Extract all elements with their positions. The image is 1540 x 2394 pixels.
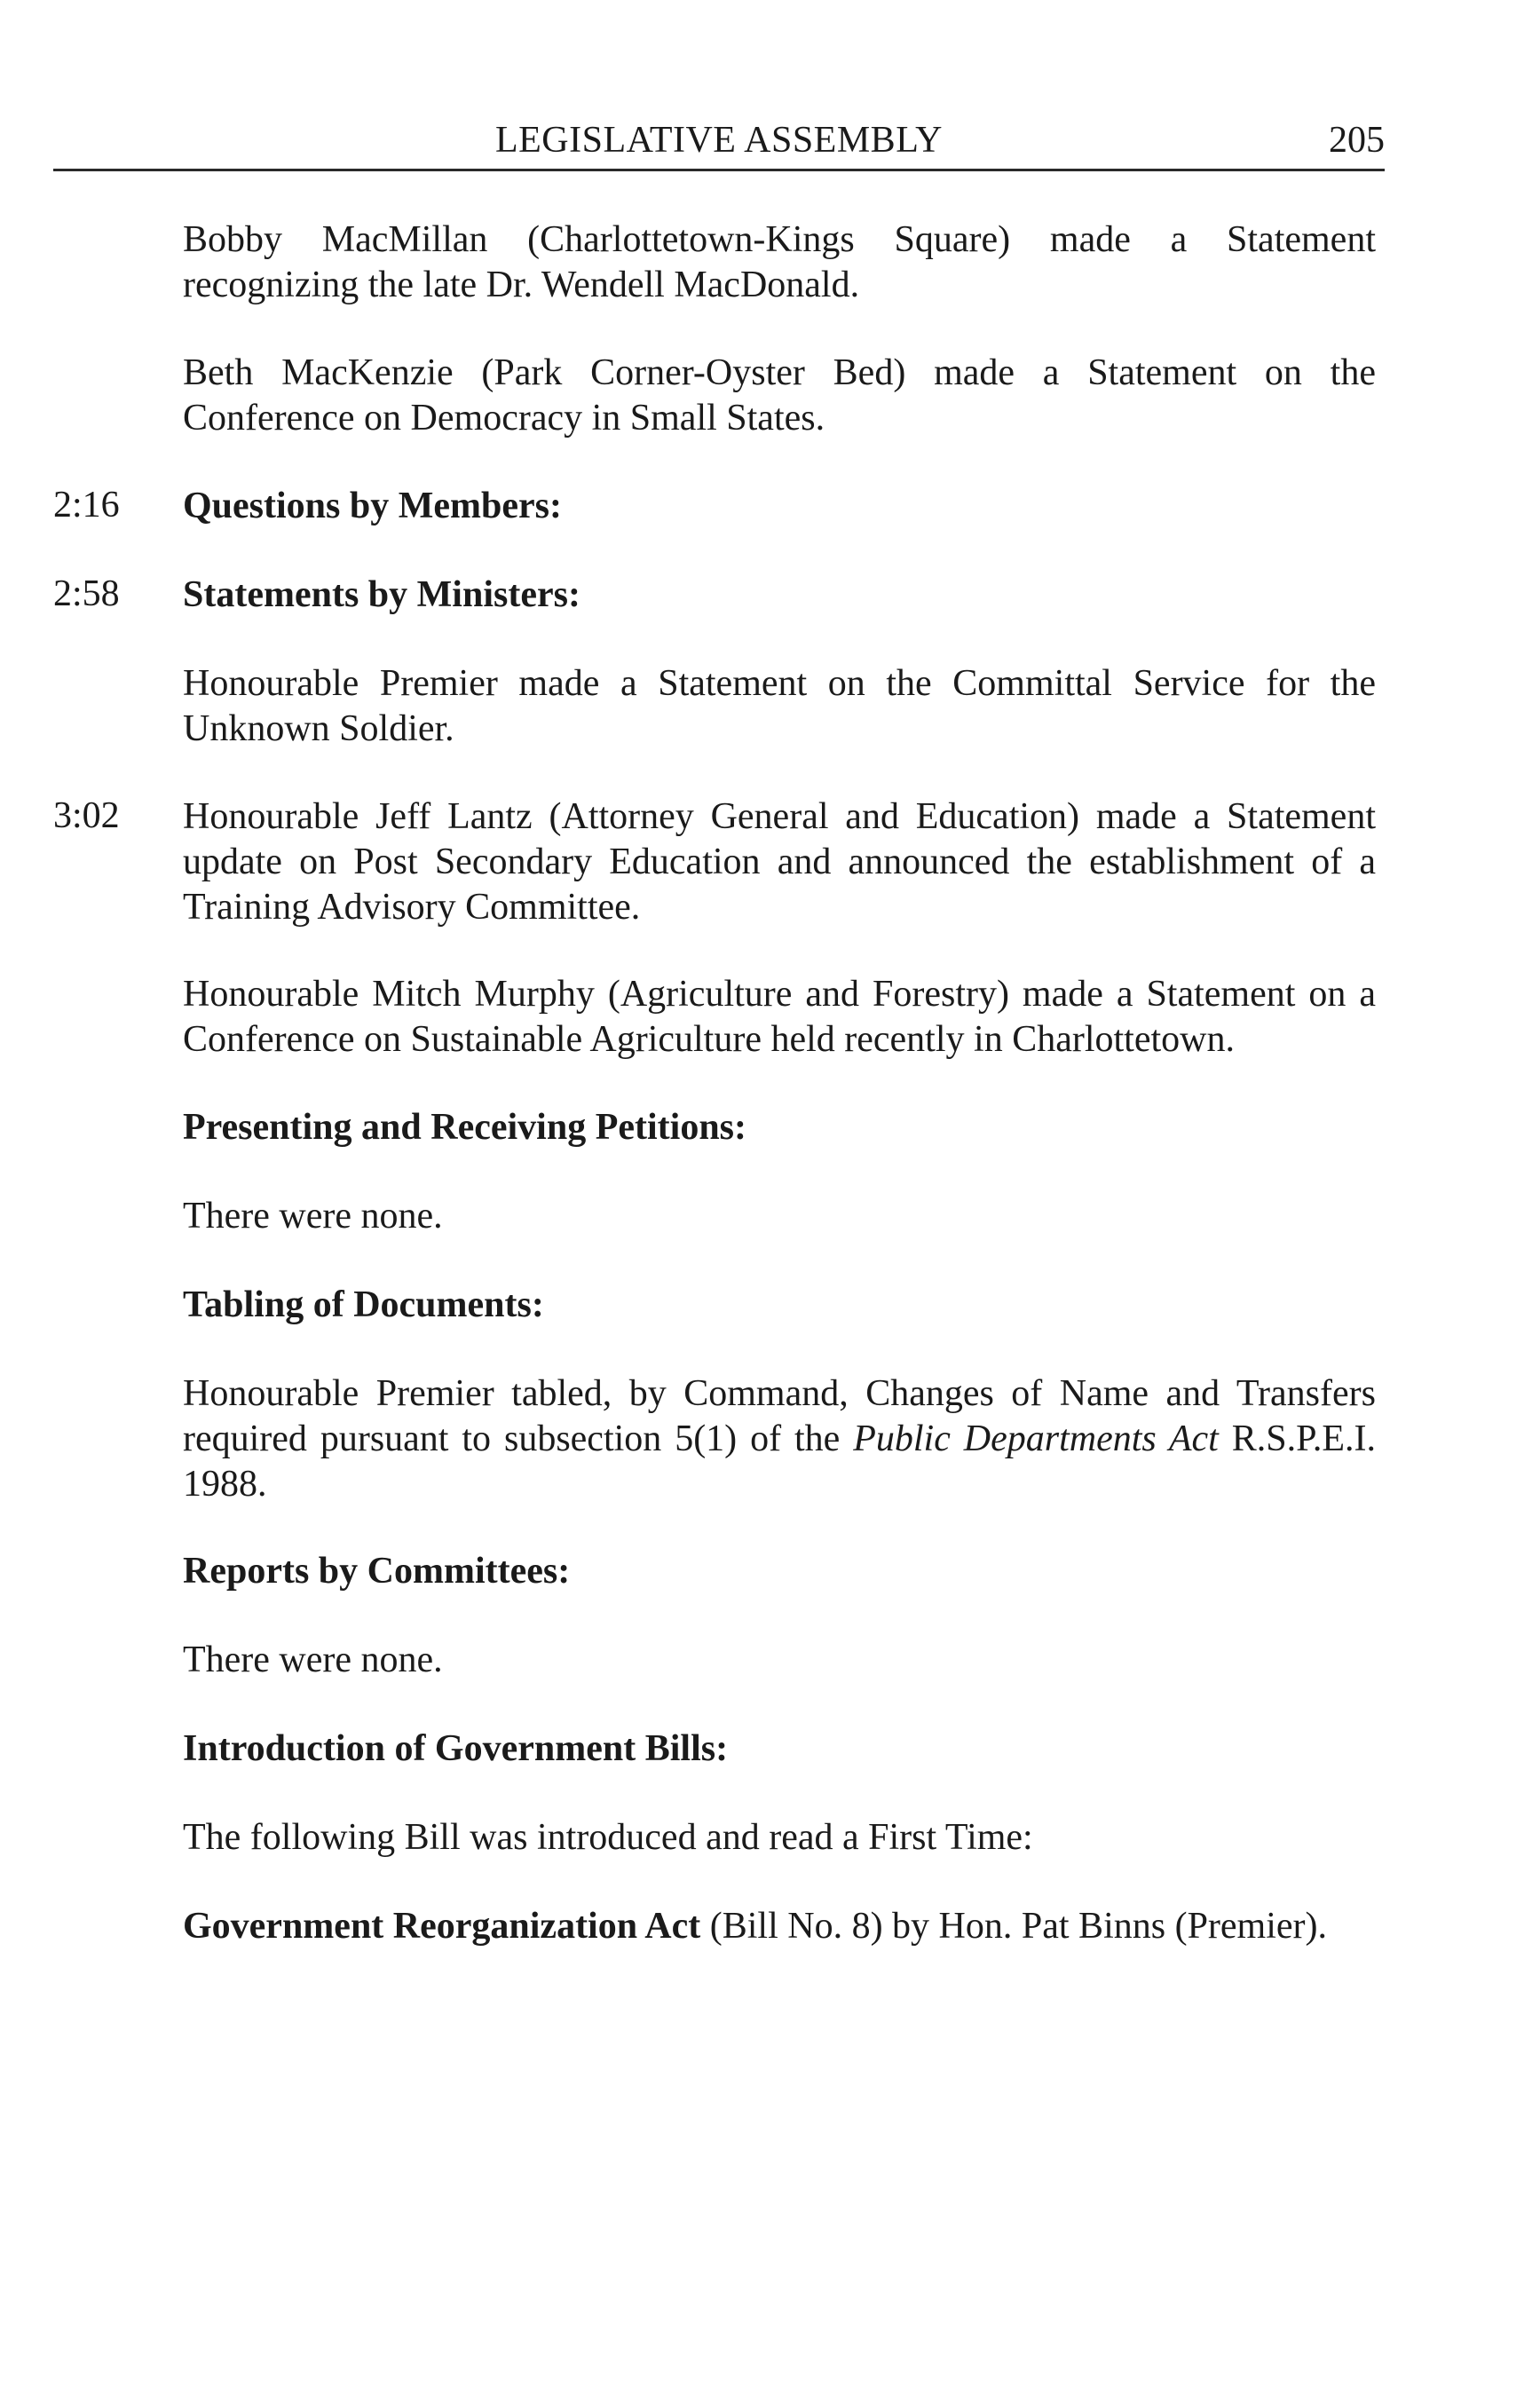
- section-heading: Presenting and Receiving Petitions:: [183, 1107, 747, 1148]
- entry-text: Honourable Jeff Lantz (Attorney General and Education) made a Statement update on Post Secondary Education and announced the establishment of a Training Advisory Committee.: [183, 796, 1376, 928]
- running-title: LEGISLATIVE ASSEMBLY: [495, 120, 943, 161]
- entry-text-part: R.S.P.E.I. 1988.: [183, 1418, 1376, 1505]
- entry-text-part: (Bill No. 8) by Hon. Pat Binns (Premier).: [700, 1906, 1328, 1947]
- entry-time: 2:16: [53, 485, 120, 525]
- entry-text: The following Bill was introduced and read a First Time:: [183, 1817, 1033, 1858]
- entry-text: There were none.: [183, 1639, 443, 1680]
- entry-text: There were none.: [183, 1196, 443, 1237]
- entry-text: Bobby MacMillan (Charlottetown-Kings Square) made a Statement recognizing the late Dr. Wendell MacDonald.: [183, 219, 1376, 305]
- section-heading: Statements by Ministers:: [183, 574, 580, 615]
- act-title: Public Departments Act: [853, 1418, 1219, 1459]
- section-heading: Reports by Committees:: [183, 1551, 571, 1592]
- entry-text-part: Honourable Premier tabled, by Command, Changes of Name and Transfers required pursuant to subsection 5(1) of the: [183, 1373, 1376, 1459]
- entry-text: Honourable Mitch Murphy (Agriculture and Forestry) made a Statement on a Conference on Sustainable Agriculture held recently in Charlottetown.: [183, 974, 1376, 1060]
- entry-text: Honourable Premier made a Statement on the Committal Service for the Unknown Soldier.: [183, 663, 1376, 749]
- section-heading: Introduction of Government Bills:: [183, 1728, 729, 1769]
- entry-time: 2:58: [53, 573, 120, 614]
- entry-text: [183, 1371, 1376, 1507]
- section-heading: Tabling of Documents:: [183, 1284, 544, 1325]
- entry-text: Beth MacKenzie (Park Corner-Oyster Bed) made a Statement on the Conference on Democracy in Small States.: [183, 352, 1376, 439]
- page-number: 205: [1329, 120, 1385, 161]
- running-header: [53, 119, 1385, 171]
- bill-title: Government Reorganization Act: [183, 1906, 701, 1947]
- entry-time: 3:02: [53, 795, 120, 836]
- entry-text: [183, 1904, 1376, 1949]
- section-heading: Questions by Members:: [183, 486, 562, 526]
